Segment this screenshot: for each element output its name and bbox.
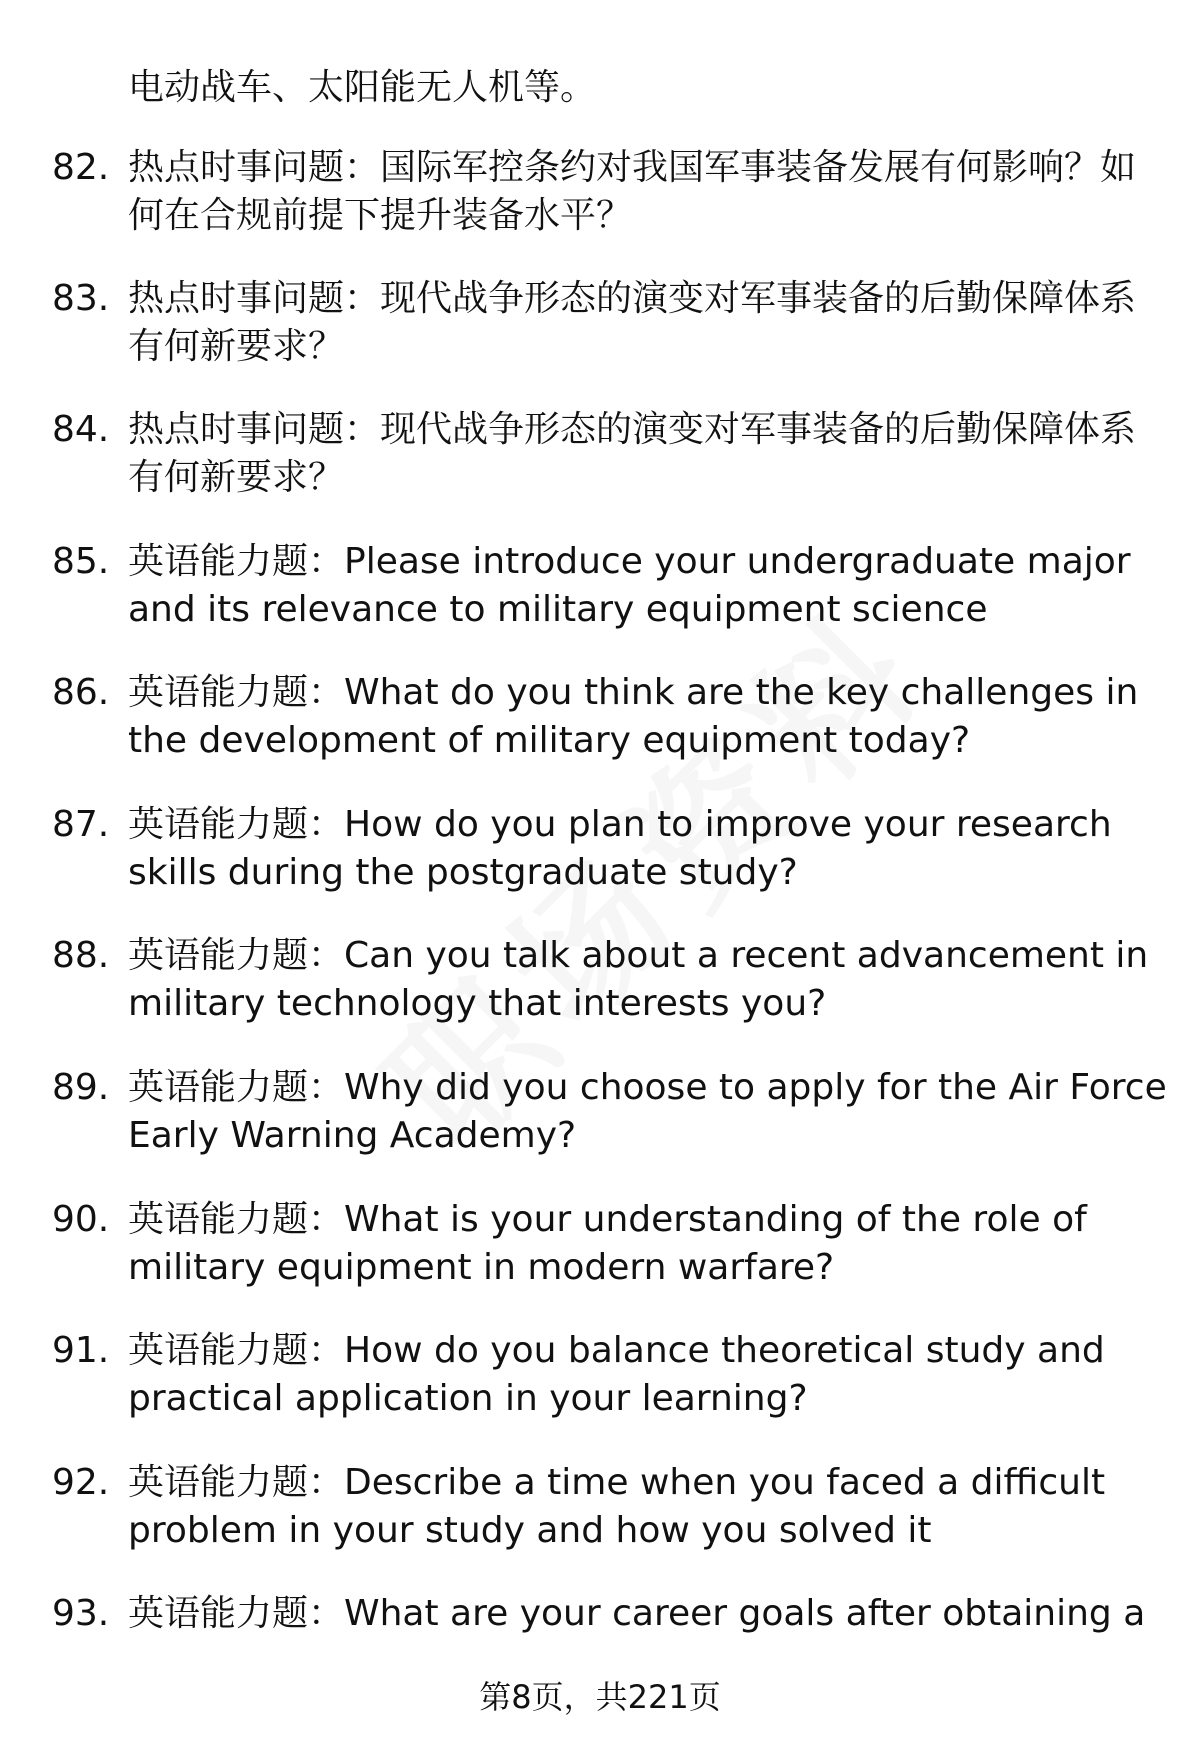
list-item-92 xyxy=(52,1459,1152,1555)
continuation-text xyxy=(52,64,1152,112)
item-number: 88. xyxy=(52,935,110,976)
item-number: 90. xyxy=(52,1199,110,1240)
text-line: 英语能力题：How do you balance theoretical study and xyxy=(128,1330,1105,1371)
text-line: 热点时事问题：现代战争形态的演变对军事装备的后勤保障体系 xyxy=(128,278,1137,319)
list-item-88 xyxy=(52,932,1152,1028)
text-line: military equipment in modern warfare? xyxy=(128,1247,835,1288)
text-line: 英语能力题：Please introduce your undergraduate major xyxy=(128,541,1131,582)
page-number-footer: 第8页，共221页 xyxy=(479,1678,721,1716)
item-number: 83. xyxy=(52,278,110,319)
text-line: practical application in your learning? xyxy=(128,1378,808,1419)
item-number: 91. xyxy=(52,1330,110,1371)
text-line: 英语能力题：Can you talk about a recent advancement in xyxy=(128,935,1149,976)
list-item-93 xyxy=(52,1590,1152,1638)
text-line: Early Warning Academy? xyxy=(128,1115,577,1156)
list-item-83 xyxy=(52,275,1152,371)
list-item-85 xyxy=(52,538,1152,634)
item-number: 89. xyxy=(52,1067,110,1108)
item-number: 87. xyxy=(52,804,110,845)
text-line: 电动战车、太阳能无人机等。 xyxy=(128,67,597,108)
list-item-86 xyxy=(52,669,1152,765)
item-number: 93. xyxy=(52,1593,110,1634)
text-line: 英语能力题：What are your career goals after obtaining a xyxy=(128,1593,1146,1634)
text-line: 有何新要求？ xyxy=(128,457,345,498)
text-line: 有何新要求？ xyxy=(128,326,345,367)
list-item-84 xyxy=(52,406,1152,502)
text-line: 何在合规前提下提升装备水平？ xyxy=(128,195,633,236)
text-line: military technology that interests you? xyxy=(128,983,827,1024)
item-number: 82. xyxy=(52,147,110,188)
text-line: 热点时事问题：国际军控条约对我国军事装备发展有何影响？如 xyxy=(128,147,1137,188)
text-line: 热点时事问题：现代战争形态的演变对军事装备的后勤保障体系 xyxy=(128,409,1137,450)
text-line: 英语能力题：Describe a time when you faced a difficult xyxy=(128,1462,1106,1503)
text-line: and its relevance to military equipment science xyxy=(128,589,988,630)
list-item-89 xyxy=(52,1064,1167,1160)
list-item-91 xyxy=(52,1327,1152,1423)
item-number: 84. xyxy=(52,409,110,450)
text-line: 英语能力题：Why did you choose to apply for the Air Force xyxy=(128,1067,1167,1108)
item-number: 85. xyxy=(52,541,110,582)
item-number: 86. xyxy=(52,672,110,713)
list-item-82 xyxy=(52,144,1152,240)
text-line: skills during the postgraduate study? xyxy=(128,852,798,893)
text-line: the development of military equipment today? xyxy=(128,720,971,761)
item-number: 92. xyxy=(52,1462,110,1503)
text-line: 英语能力题：What do you think are the key challenges in xyxy=(128,672,1139,713)
list-item-90 xyxy=(52,1196,1152,1292)
text-line: 英语能力题：How do you plan to improve your research xyxy=(128,804,1112,845)
text-line: problem in your study and how you solved it xyxy=(128,1510,932,1551)
list-item-87 xyxy=(52,801,1152,897)
text-line: 英语能力题：What is your understanding of the role of xyxy=(128,1199,1087,1240)
